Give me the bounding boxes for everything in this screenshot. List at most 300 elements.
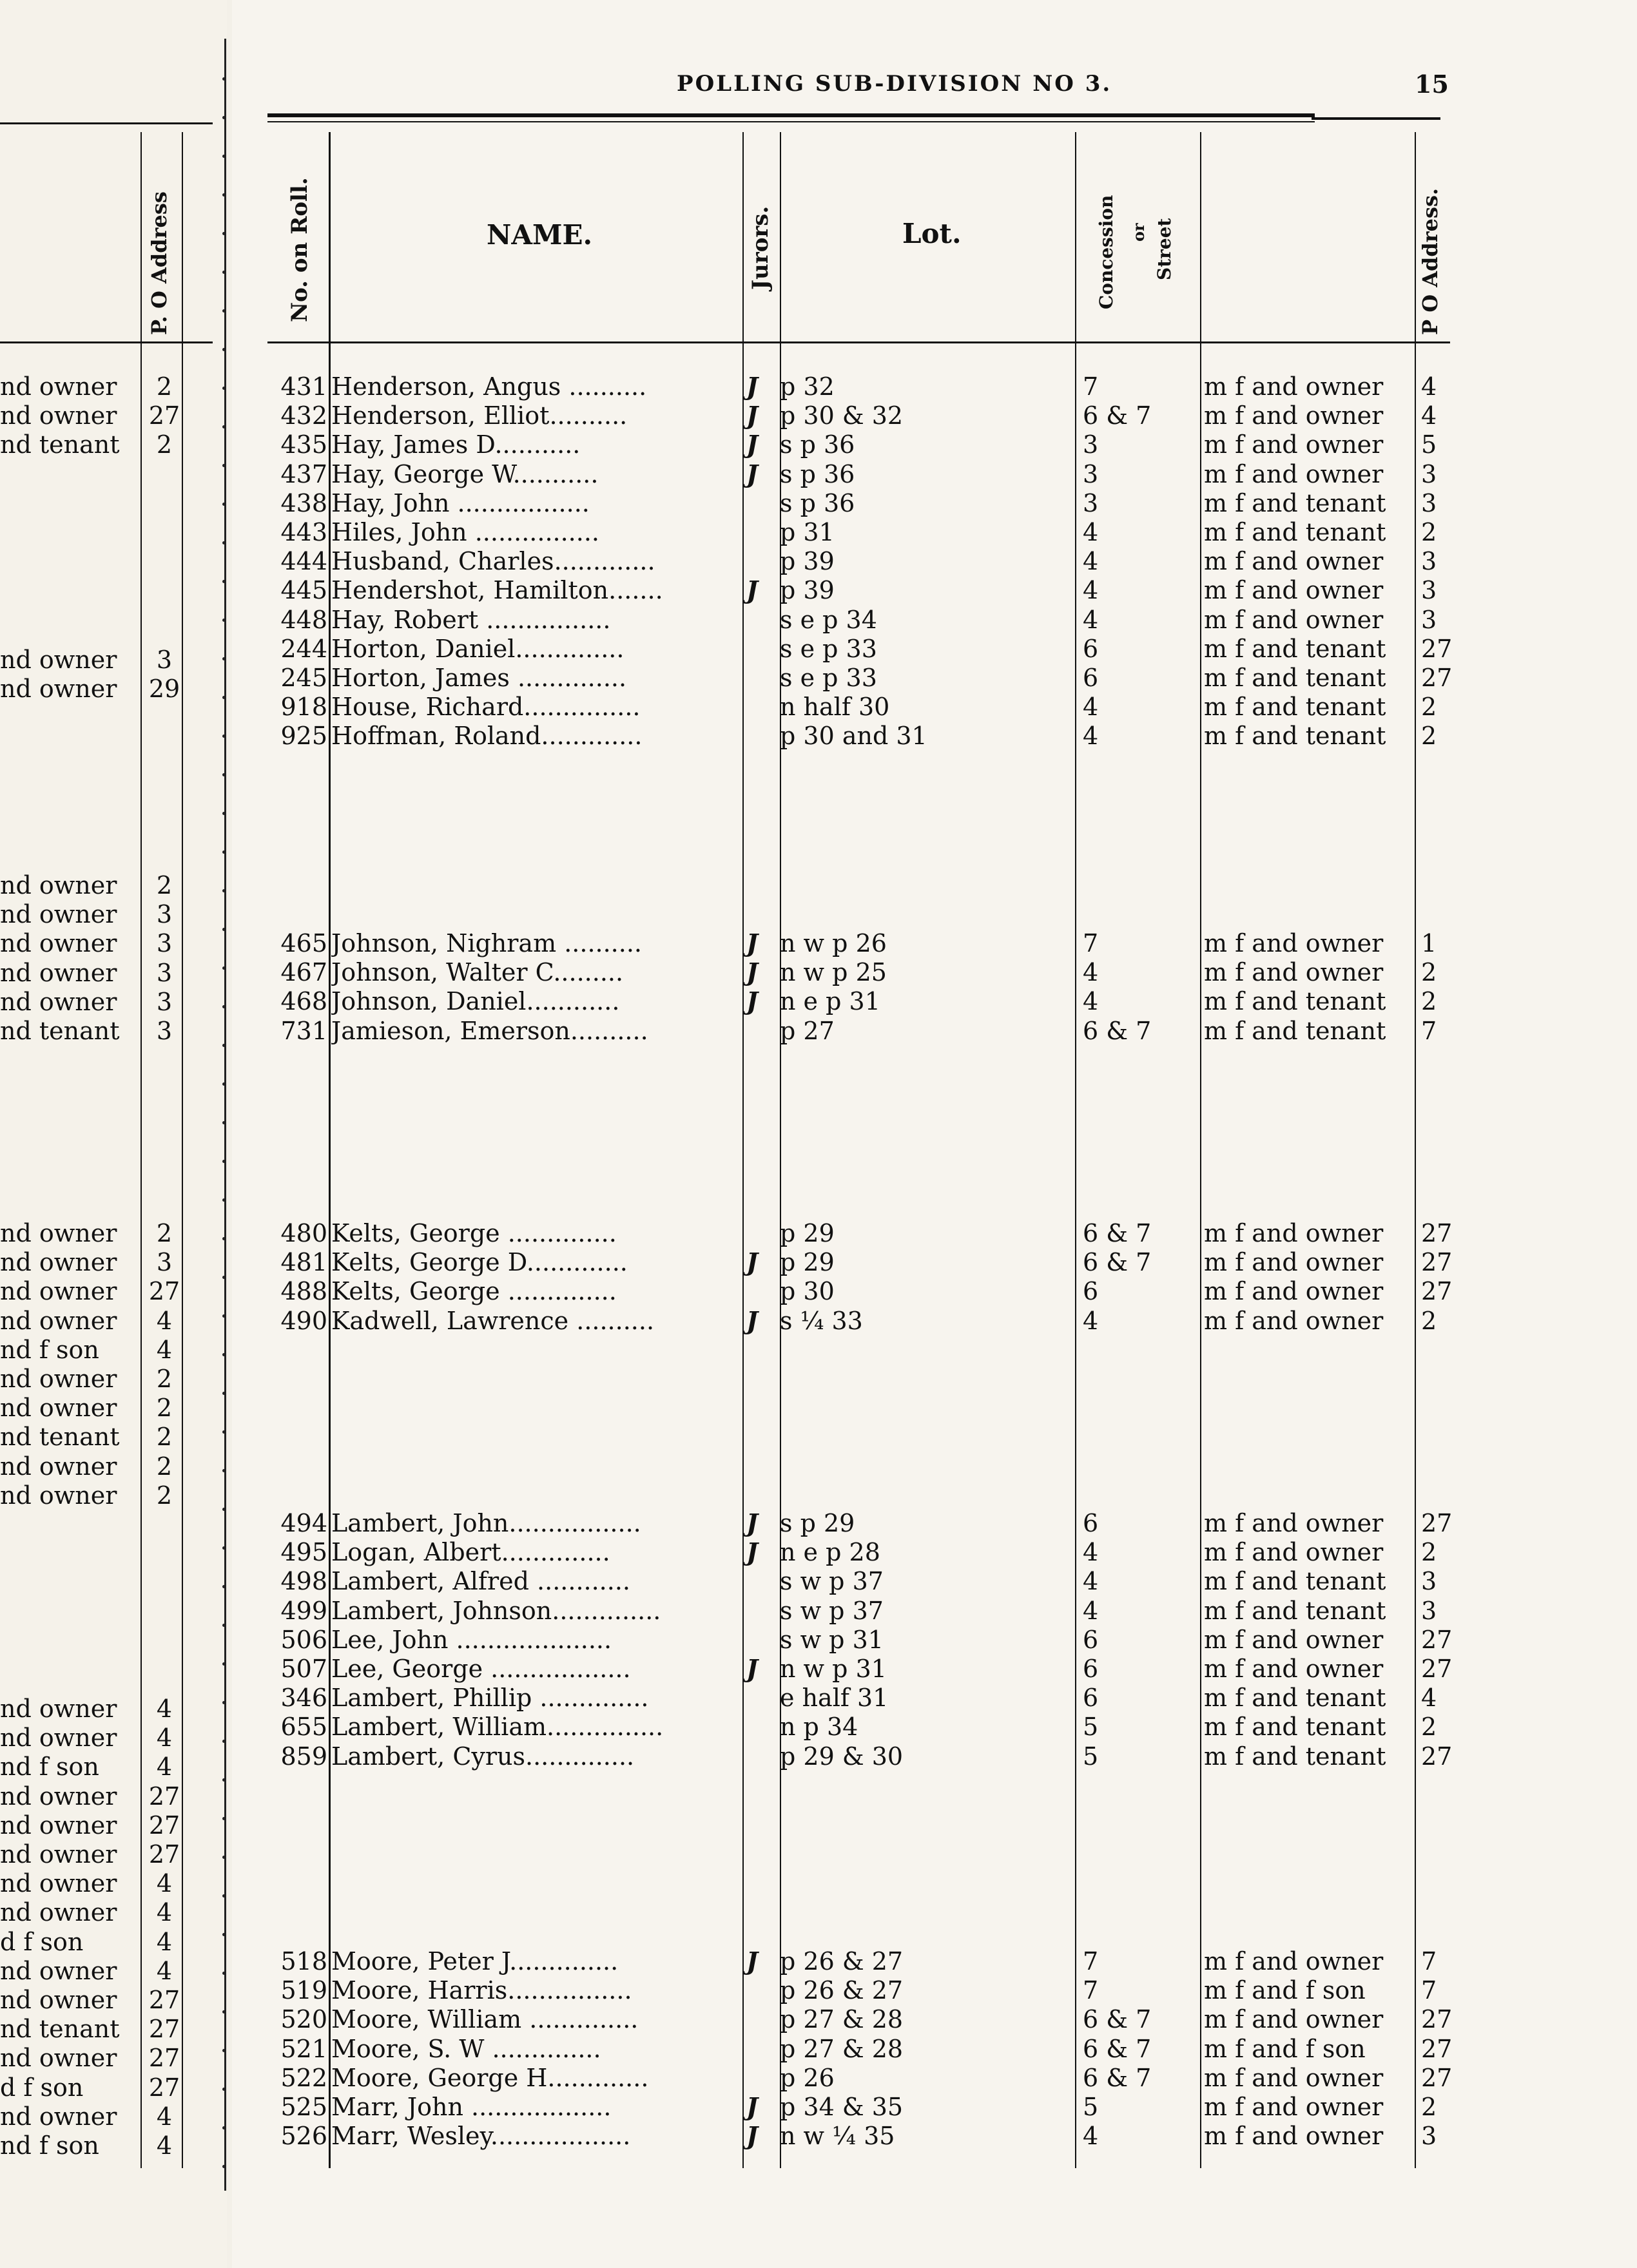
left-table-row	[0, 2131, 227, 2160]
juror-mark: J	[746, 2121, 758, 2151]
roll-number: 507	[280, 1655, 327, 1683]
table-row	[0, 1597, 1637, 1625]
left-po-address: 2	[156, 1219, 173, 1247]
left-occupation: nd owner	[0, 1869, 117, 1898]
concession: 6 & 7	[1083, 1248, 1152, 1277]
po-address: 4	[1421, 372, 1437, 401]
left-occupation: nd owner	[0, 1306, 117, 1335]
roll-number: 467	[280, 958, 327, 987]
page-header-title: POLLING SUB-DIVISION NO 3.	[677, 71, 1112, 97]
roll-number: 346	[280, 1684, 327, 1713]
left-table-row	[0, 372, 227, 401]
left-po-address: 4	[156, 1927, 173, 1956]
roll-number: 499	[280, 1596, 327, 1625]
lot: p 26 & 27	[780, 1976, 904, 2005]
left-po-address: 3	[156, 958, 173, 987]
roll-number: 244	[280, 634, 327, 663]
po-address: 27	[1421, 664, 1453, 692]
left-occupation: nd owner	[0, 1956, 117, 1985]
lot: s p 36	[780, 488, 855, 517]
occupation: m f and owner	[1204, 1538, 1384, 1567]
concession: 6	[1083, 1277, 1099, 1306]
binding-stitch	[222, 348, 226, 351]
roll-number: 519	[280, 1976, 327, 2005]
occupation: m f and owner	[1204, 372, 1384, 401]
occupation: m f and owner	[1204, 401, 1384, 430]
table-row	[0, 1509, 1637, 1537]
left-table-row	[0, 1307, 227, 1335]
left-table-row	[0, 646, 227, 674]
left-po-address: 3	[156, 900, 173, 929]
concession: 4	[1083, 1567, 1099, 1596]
voter-name: Lambert, Alfred ............	[331, 1567, 630, 1596]
concession: 6	[1083, 1625, 1099, 1654]
concession: 3	[1083, 459, 1099, 488]
left-table-row	[0, 1782, 227, 1811]
occupation: m f and f son	[1204, 2034, 1366, 2063]
roll-number: 490	[280, 1306, 327, 1335]
binding-stitch	[222, 1508, 226, 1511]
concession: 6	[1083, 634, 1099, 663]
po-address: 2	[1421, 693, 1437, 722]
binding-stitch	[222, 928, 226, 931]
concession: 6 & 7	[1083, 2034, 1152, 2063]
po-address: 7	[1421, 1947, 1437, 1975]
left-occupation: nd owner	[0, 646, 117, 674]
po-address: 2	[1421, 722, 1437, 751]
left-table-row	[0, 1928, 227, 1956]
binding-stitch	[222, 1044, 226, 1047]
binding-stitch	[222, 1082, 226, 1086]
lot: p 29	[780, 1248, 835, 1277]
voter-name: Lambert, Johnson..............	[331, 1596, 661, 1625]
voter-name: Kelts, George ..............	[331, 1277, 617, 1306]
voter-name: Hay, John .................	[331, 488, 590, 517]
roll-number: 437	[280, 459, 327, 488]
juror-mark: J	[746, 1305, 758, 1335]
left-column-head-rule	[0, 341, 213, 343]
left-occupation: nd owner	[0, 372, 117, 401]
juror-mark: J	[746, 1654, 758, 1683]
concession: 4	[1083, 1538, 1099, 1567]
binding-stitch	[222, 1778, 226, 1782]
concession: 4	[1083, 987, 1099, 1016]
left-po-address: 4	[156, 1956, 173, 1985]
table-row	[0, 2093, 1637, 2121]
binding-stitch	[222, 1353, 226, 1356]
lot: s e p 34	[780, 605, 877, 634]
left-header-rule	[0, 122, 213, 124]
concession: 7	[1083, 372, 1099, 401]
lot: s p 36	[780, 430, 855, 459]
concession: 7	[1083, 929, 1099, 957]
table-row	[0, 401, 1637, 430]
left-occupation: nd owner	[0, 1695, 117, 1723]
left-po-address: 27	[148, 401, 180, 430]
voter-name: Kelts, George D.............	[331, 1248, 628, 1277]
concession: 4	[1083, 722, 1099, 751]
table-row	[0, 1567, 1637, 1595]
left-po-address: 4	[156, 2131, 173, 2160]
jurors-column-head: Jurors.	[748, 206, 773, 290]
occupation: m f and tenant	[1204, 634, 1386, 663]
binding-stitch	[222, 2165, 226, 2168]
lot: s p 29	[780, 1509, 855, 1537]
binding-stitch	[222, 271, 226, 274]
occupation: m f and owner	[1204, 2093, 1384, 2121]
lot: p 30 & 32	[780, 401, 904, 430]
voter-name: Johnson, Nighram ..........	[331, 929, 642, 957]
lot: n w p 25	[780, 958, 887, 987]
po-address: 7	[1421, 1976, 1437, 2005]
roll-number: 518	[280, 1947, 327, 1975]
po-address: 2	[1421, 518, 1437, 546]
occupation: m f and tenant	[1204, 987, 1386, 1016]
occupation: m f and tenant	[1204, 693, 1386, 722]
lot: n w ¼ 35	[780, 2122, 895, 2151]
binding-stitch	[222, 503, 226, 506]
left-table-row	[0, 1957, 227, 1985]
concession: 4	[1083, 518, 1099, 546]
left-occupation: nd owner	[0, 929, 117, 958]
po-address: 2	[1421, 1538, 1437, 1567]
binding-stitch	[222, 77, 226, 81]
occupation: m f and owner	[1204, 1655, 1384, 1683]
left-po-address: 4	[156, 2102, 173, 2131]
occupation: m f and owner	[1204, 1625, 1384, 1654]
roll-number: 465	[280, 929, 327, 957]
lot: s w p 37	[780, 1596, 884, 1625]
left-po-address: 3	[156, 987, 173, 1016]
table-row	[0, 1307, 1637, 1335]
left-po-address: 2	[156, 372, 173, 401]
roll-number: 525	[280, 2093, 327, 2121]
roll-number: 435	[280, 430, 327, 459]
left-occupation: nd tenant	[0, 2015, 120, 2044]
occupation: m f and owner	[1204, 958, 1384, 987]
left-table-row	[0, 1695, 227, 1723]
left-table-row	[0, 2073, 227, 2102]
lot: s w p 31	[780, 1625, 884, 1654]
binding-stitch	[222, 1198, 226, 1202]
left-occupation: d f son	[0, 1927, 84, 1956]
lot: n e p 31	[780, 987, 880, 1016]
binding-stitch	[222, 425, 226, 428]
lot: p 26 & 27	[780, 1947, 904, 1975]
concession-head-1: Concession	[1096, 195, 1117, 309]
lot: s e p 33	[780, 634, 877, 663]
left-occupation: nd owner	[0, 1986, 117, 2014]
left-occupation: nd owner	[0, 1898, 117, 1927]
left-occupation: nd owner	[0, 2044, 117, 2073]
left-po-address: 27	[148, 2044, 180, 2073]
roll-number: 438	[280, 488, 327, 517]
left-po-address: 2	[156, 1452, 173, 1481]
left-table-row	[0, 2015, 227, 2043]
table-row	[0, 1626, 1637, 1654]
table-row	[0, 929, 1637, 957]
left-occupation: nd owner	[0, 1248, 117, 1277]
concession: 3	[1083, 488, 1099, 517]
left-table-row	[0, 401, 227, 430]
table-row	[0, 460, 1637, 488]
left-occupation: nd owner	[0, 1724, 117, 1753]
left-table-row	[0, 1248, 227, 1276]
left-table-row	[0, 1394, 227, 1422]
lot: p 27	[780, 1016, 835, 1045]
voter-name: Johnson, Daniel............	[331, 987, 620, 1016]
po-address: 1	[1421, 929, 1437, 957]
left-occupation: nd f son	[0, 1335, 99, 1364]
left-po-address: 4	[156, 1898, 173, 1927]
juror-mark: J	[746, 1508, 758, 1537]
concession: 6 & 7	[1083, 1219, 1152, 1247]
binding-stitch	[222, 1933, 226, 1936]
juror-mark: J	[746, 928, 758, 957]
left-occupation: nd owner	[0, 1365, 117, 1393]
left-po-address: 4	[156, 1724, 173, 1753]
po-address: 4	[1421, 1684, 1437, 1713]
lot: p 30	[780, 1277, 835, 1306]
roll-number: 245	[280, 664, 327, 692]
left-po-address: 2	[156, 871, 173, 899]
occupation: m f and owner	[1204, 2122, 1384, 2151]
table-row	[0, 664, 1637, 692]
table-row	[0, 576, 1637, 604]
occupation: m f and owner	[1204, 1248, 1384, 1277]
voter-name: Lee, John ....................	[331, 1625, 612, 1654]
lot: p 32	[780, 372, 835, 401]
voter-name: Moore, Harris................	[331, 1976, 632, 2005]
left-occupation: nd owner	[0, 1277, 117, 1306]
po-address: 5	[1421, 430, 1437, 459]
po-address: 2	[1421, 987, 1437, 1016]
lot: p 29	[780, 1219, 835, 1247]
table-row	[0, 1538, 1637, 1566]
voter-name: Hoffman, Roland.............	[331, 722, 643, 751]
left-po-address: 2	[156, 1365, 173, 1393]
concession: 7	[1083, 1976, 1099, 2005]
binding-stitch	[222, 2010, 226, 2013]
table-row	[0, 1248, 1637, 1276]
left-occupation: nd owner	[0, 1219, 117, 1247]
concession: 4	[1083, 693, 1099, 722]
po-address: 27	[1421, 2063, 1453, 2092]
roll-number: 731	[280, 1016, 327, 1045]
voter-name: Hay, Robert ................	[331, 605, 611, 634]
left-occupation: nd owner	[0, 675, 117, 704]
binding-stitch	[222, 1894, 226, 1898]
occupation: m f and owner	[1204, 576, 1384, 605]
concession: 7	[1083, 1947, 1099, 1975]
juror-mark: J	[746, 459, 758, 488]
roll-number: 448	[280, 605, 327, 634]
occupation: m f and tenant	[1204, 1742, 1386, 1771]
roll-number: 522	[280, 2063, 327, 2092]
left-po-address: 3	[156, 929, 173, 958]
left-occupation: nd tenant	[0, 1423, 120, 1452]
left-occupation: nd owner	[0, 1840, 117, 1869]
left-occupation: nd owner	[0, 987, 117, 1016]
occupation: m f and owner	[1204, 605, 1384, 634]
name-column-head: NAME.	[487, 219, 593, 251]
binding-stitch	[222, 889, 226, 892]
table-row	[0, 1017, 1637, 1045]
left-occupation: nd owner	[0, 1811, 117, 1840]
roll-number: 494	[280, 1509, 327, 1537]
occupation: m f and owner	[1204, 1947, 1384, 1975]
lot: e half 31	[780, 1684, 889, 1713]
voter-name: Marr, Wesley..................	[331, 2122, 631, 2151]
left-po-address: 3	[156, 1248, 173, 1277]
concession: 4	[1083, 2122, 1099, 2151]
binding-stitch	[222, 1624, 226, 1627]
po-address: 27	[1421, 1655, 1453, 1683]
header-rule-right	[1312, 117, 1440, 120]
roll-number: 432	[280, 401, 327, 430]
concession: 6	[1083, 1684, 1099, 1713]
binding-stitch	[222, 1856, 226, 1859]
table-row	[0, 606, 1637, 634]
lot: n p 34	[780, 1713, 858, 1742]
left-table-row	[0, 1869, 227, 1898]
po-address: 27	[1421, 2034, 1453, 2063]
po-address: 27	[1421, 2005, 1453, 2034]
roll-number: 521	[280, 2034, 327, 2063]
left-po-address: 27	[148, 1277, 180, 1306]
left-table-row	[0, 900, 227, 928]
occupation: m f and owner	[1204, 1306, 1384, 1335]
roll-number: 445	[280, 576, 327, 605]
left-occupation: nd tenant	[0, 1017, 120, 1045]
concession: 6 & 7	[1083, 1016, 1152, 1045]
left-occupation: nd f son	[0, 2131, 99, 2160]
left-po-address: 4	[156, 1869, 173, 1898]
left-table-row	[0, 2044, 227, 2072]
occupation: m f and tenant	[1204, 664, 1386, 692]
voter-name: Lee, George ..................	[331, 1655, 631, 1683]
voter-name: Hiles, John ................	[331, 518, 599, 546]
left-table-row	[0, 1840, 227, 1869]
lot: p 26	[780, 2063, 835, 2092]
left-table-row	[0, 1898, 227, 1927]
left-occupation: nd owner	[0, 871, 117, 899]
juror-mark: J	[746, 1537, 758, 1567]
occupation: m f and f son	[1204, 1976, 1366, 2005]
voter-name: House, Richard...............	[331, 693, 641, 722]
roll-column-head: No. on Roll.	[287, 177, 313, 322]
occupation: m f and owner	[1204, 1277, 1384, 1306]
lot: p 30 and 31	[780, 722, 927, 751]
table-row	[0, 987, 1637, 1015]
left-table-row	[0, 1986, 227, 2014]
roll-number: 506	[280, 1625, 327, 1654]
lot: p 31	[780, 518, 835, 546]
lot: p 39	[780, 547, 835, 576]
occupation: m f and tenant	[1204, 518, 1386, 546]
left-table-row	[0, 1365, 227, 1393]
voter-name: Husband, Charles.............	[331, 547, 655, 576]
lot-column-head: Lot.	[902, 218, 962, 249]
roll-number: 481	[280, 1248, 327, 1277]
po-address: 2	[1421, 1306, 1437, 1335]
voter-name: Kelts, George ..............	[331, 1219, 617, 1247]
lot: p 34 & 35	[780, 2093, 904, 2121]
juror-mark: J	[746, 1946, 758, 1975]
left-occupation: nd tenant	[0, 430, 120, 459]
voter-name: Horton, Daniel..............	[331, 634, 625, 663]
left-table-row	[0, 1423, 227, 1451]
left-po-address: 27	[148, 1840, 180, 1869]
voter-name: Lambert, John.................	[331, 1509, 641, 1537]
table-row	[0, 1219, 1637, 1247]
left-po-address: 2	[156, 1423, 173, 1452]
po-address: 3	[1421, 1596, 1437, 1625]
occupation: m f and tenant	[1204, 1016, 1386, 1045]
lot: n half 30	[780, 693, 890, 722]
binding-stitch	[222, 773, 226, 776]
table-row	[0, 2064, 1637, 2092]
occupation: m f and tenant	[1204, 1713, 1386, 1742]
concession-head-3: Street	[1154, 218, 1175, 280]
juror-mark: J	[746, 957, 758, 987]
po-address: 2	[1421, 1713, 1437, 1742]
voter-name: Henderson, Elliot..........	[331, 401, 628, 430]
table-row	[0, 489, 1637, 517]
po-address: 3	[1421, 488, 1437, 517]
binding-stitch	[222, 541, 226, 544]
left-po-address: 27	[148, 1811, 180, 1840]
left-table-row	[0, 871, 227, 899]
left-table-row	[0, 1481, 227, 1510]
po-address: 27	[1421, 1625, 1453, 1654]
header-rule-main	[267, 113, 1315, 117]
occupation: m f and tenant	[1204, 722, 1386, 751]
juror-mark: J	[746, 401, 758, 430]
table-row	[0, 2035, 1637, 2063]
voter-name: Lambert, William...............	[331, 1713, 664, 1742]
header-rule-thin	[267, 121, 1315, 122]
concession: 4	[1083, 1596, 1099, 1625]
binding-stitch	[222, 812, 226, 815]
left-table-row	[0, 1811, 227, 1840]
left-po-address: 27	[148, 2015, 180, 2044]
roll-number: 480	[280, 1219, 327, 1247]
left-occupation: nd owner	[0, 958, 117, 987]
binding-stitch	[222, 387, 226, 390]
binding-stitch	[222, 1430, 226, 1434]
binding-stitch	[222, 1585, 226, 1588]
binding-stitch	[222, 1160, 226, 1163]
binding-stitch	[222, 1314, 226, 1318]
left-table-row	[0, 1219, 227, 1247]
concession: 6	[1083, 1509, 1099, 1537]
binding-stitch	[222, 1817, 226, 1820]
occupation: m f and owner	[1204, 1509, 1384, 1537]
table-row	[0, 1976, 1637, 2004]
concession: 4	[1083, 958, 1099, 987]
binding-stitch	[222, 1392, 226, 1395]
table-row	[0, 1277, 1637, 1305]
voter-name: Lambert, Cyrus..............	[331, 1742, 635, 1771]
occupation: m f and owner	[1204, 2063, 1384, 2092]
binding-stitch	[222, 309, 226, 312]
left-occupation: nd owner	[0, 1481, 117, 1510]
occupation: m f and owner	[1204, 1219, 1384, 1247]
binding-stitch	[222, 657, 226, 660]
po-address: 3	[1421, 576, 1437, 605]
po-address: 3	[1421, 459, 1437, 488]
